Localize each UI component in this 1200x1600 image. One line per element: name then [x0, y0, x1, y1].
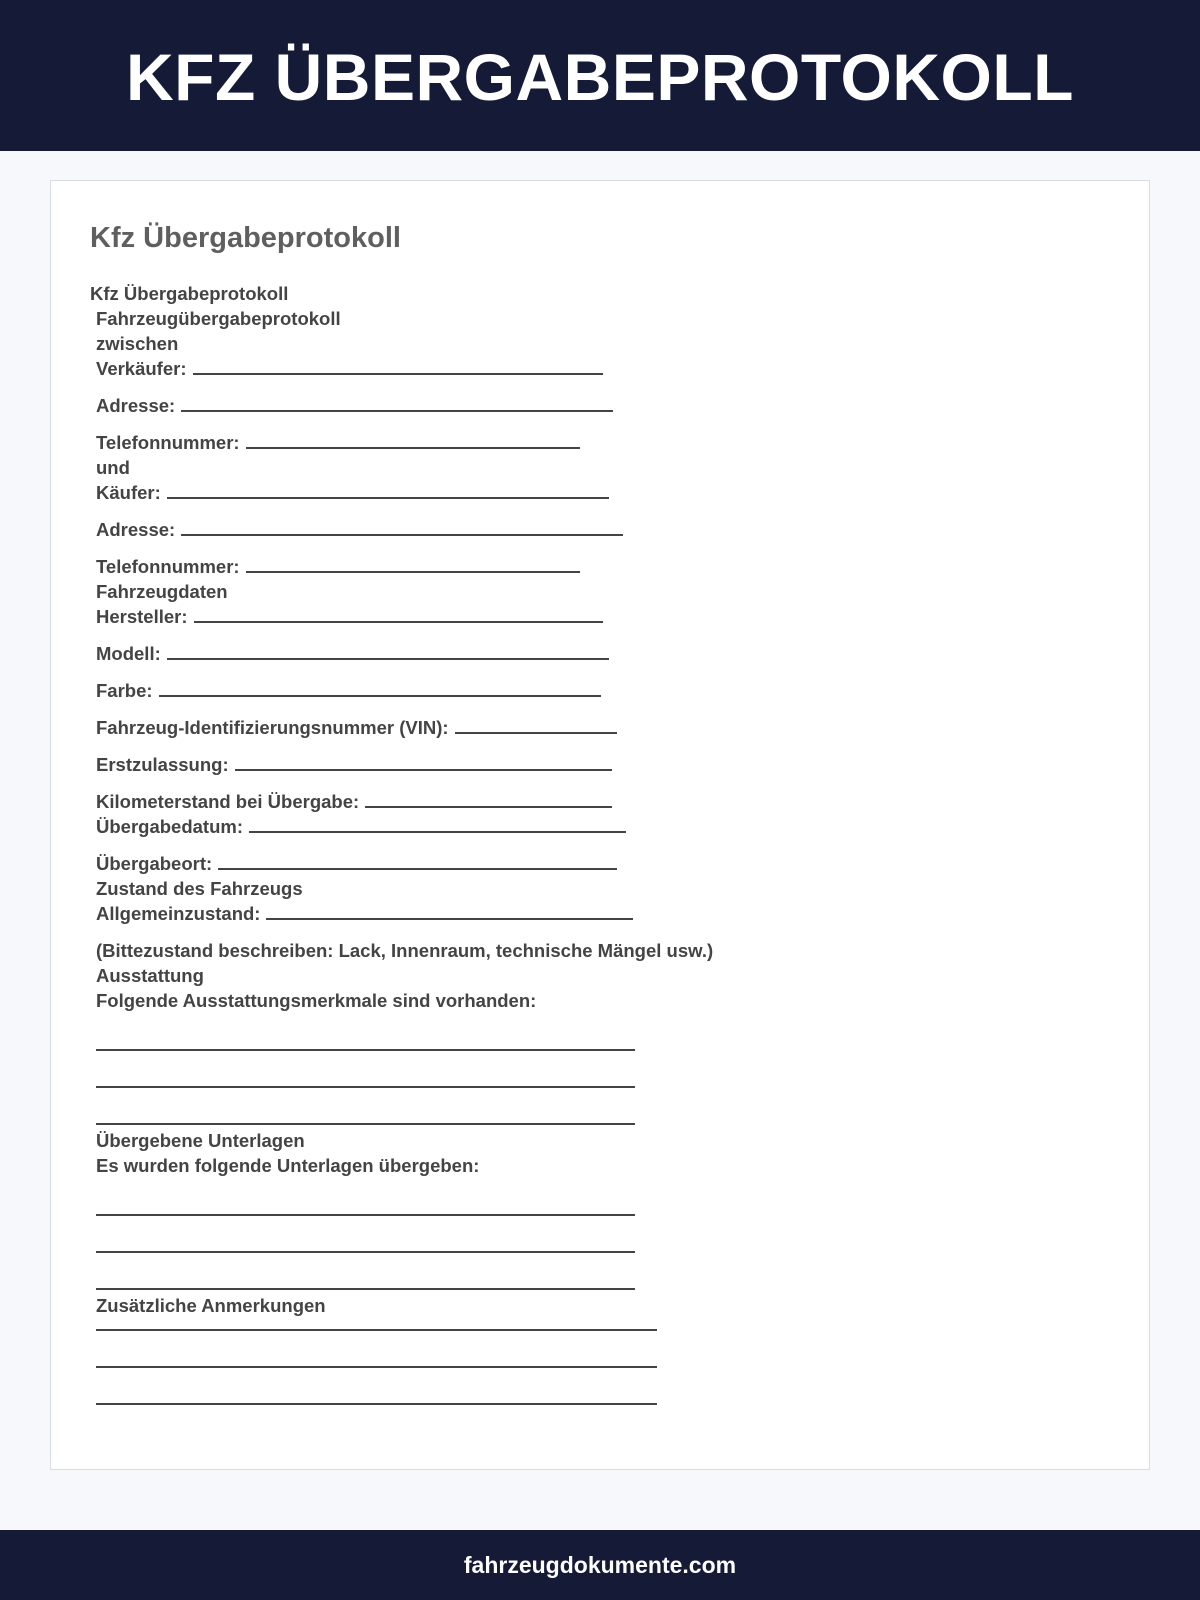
- general-condition-field: [90, 901, 713, 926]
- vin-label: Fahrzeug-Identifizierungsnummer (VIN):: [96, 717, 449, 738]
- seller-label: Verkäufer:: [96, 358, 187, 379]
- color-label: Farbe:: [96, 680, 153, 701]
- document-card: [50, 180, 1150, 1470]
- documents-intro: Es wurden folgende Unterlagen übergeben:: [96, 1155, 480, 1176]
- handover-place-label: Übergabeort:: [96, 853, 213, 874]
- header-banner: [0, 0, 1200, 151]
- model-blank[interactable]: [167, 641, 609, 660]
- documents-section-heading: Übergebene Unterlagen: [96, 1130, 305, 1151]
- manufacturer-blank[interactable]: [194, 604, 603, 623]
- mileage-field: [90, 789, 713, 814]
- handover-date-field: [90, 814, 713, 839]
- buyer-address-label: Adresse:: [96, 519, 176, 540]
- handover-date-label: Übergabedatum:: [96, 816, 243, 837]
- equipment-section-heading: Ausstattung: [96, 965, 204, 986]
- seller-address-blank[interactable]: [181, 393, 613, 412]
- vin-blank[interactable]: [455, 715, 617, 734]
- manufacturer-label: Hersteller:: [96, 606, 188, 627]
- vehicle-section-heading: Fahrzeugdaten: [96, 581, 228, 602]
- seller-phone-label: Telefonnummer:: [96, 432, 240, 453]
- notes-blank-line[interactable]: [96, 1403, 657, 1405]
- seller-phone-blank[interactable]: [246, 430, 580, 449]
- protocol-name: Fahrzeugübergabeprotokoll: [96, 308, 341, 329]
- buyer-phone-blank[interactable]: [246, 554, 580, 573]
- seller-blank[interactable]: [193, 356, 603, 375]
- buyer-field: [90, 480, 713, 505]
- handover-place-field: [90, 851, 713, 876]
- seller-phone-field: [90, 430, 713, 455]
- mileage-blank[interactable]: [365, 789, 612, 808]
- mileage-label: Kilometerstand bei Übergabe:: [96, 791, 360, 812]
- page-title: KFZ ÜBERGABEPROTOKOLL: [126, 39, 1074, 114]
- manufacturer-field: [90, 604, 713, 629]
- buyer-phone-label: Telefonnummer:: [96, 556, 240, 577]
- color-field: [90, 678, 713, 703]
- first-registration-field: [90, 752, 713, 777]
- seller-address-field: [90, 393, 713, 418]
- footer-bar: [0, 1530, 1200, 1600]
- first-registration-label: Erstzulassung:: [96, 754, 229, 775]
- general-condition-label: Allgemeinzustand:: [96, 903, 261, 924]
- equipment-intro: Folgende Ausstattungsmerkmale sind vorhanden:: [96, 990, 537, 1011]
- buyer-phone-field: [90, 554, 713, 579]
- vin-field: [90, 715, 713, 740]
- model-field: [90, 641, 713, 666]
- and-text: und: [96, 457, 130, 478]
- seller-address-label: Adresse:: [96, 395, 176, 416]
- footer-website: fahrzeugdokumente.com: [463, 1551, 737, 1578]
- buyer-label: Käufer:: [96, 482, 161, 503]
- handover-date-blank[interactable]: [249, 814, 626, 833]
- seller-field: [90, 356, 713, 381]
- condition-section-heading: Zustand des Fahrzeugs: [96, 878, 303, 899]
- buyer-address-field: [90, 517, 713, 542]
- color-blank[interactable]: [159, 678, 601, 697]
- notes-section-heading: Zusätzliche Anmerkungen: [96, 1295, 326, 1316]
- document-title: Kfz Übergabeprotokoll: [90, 222, 401, 254]
- document-body: [90, 281, 713, 1405]
- first-registration-blank[interactable]: [235, 752, 612, 771]
- document-subtitle: Kfz Übergabeprotokoll: [90, 283, 289, 304]
- general-condition-blank[interactable]: [266, 901, 633, 920]
- condition-hint: (Bittezustand beschreiben: Lack, Innenraum, technische Mängel usw.): [96, 940, 714, 961]
- buyer-blank[interactable]: [167, 480, 609, 499]
- between-text: zwischen: [96, 333, 179, 354]
- model-label: Modell:: [96, 643, 161, 664]
- buyer-address-blank[interactable]: [181, 517, 623, 536]
- handover-place-blank[interactable]: [218, 851, 617, 870]
